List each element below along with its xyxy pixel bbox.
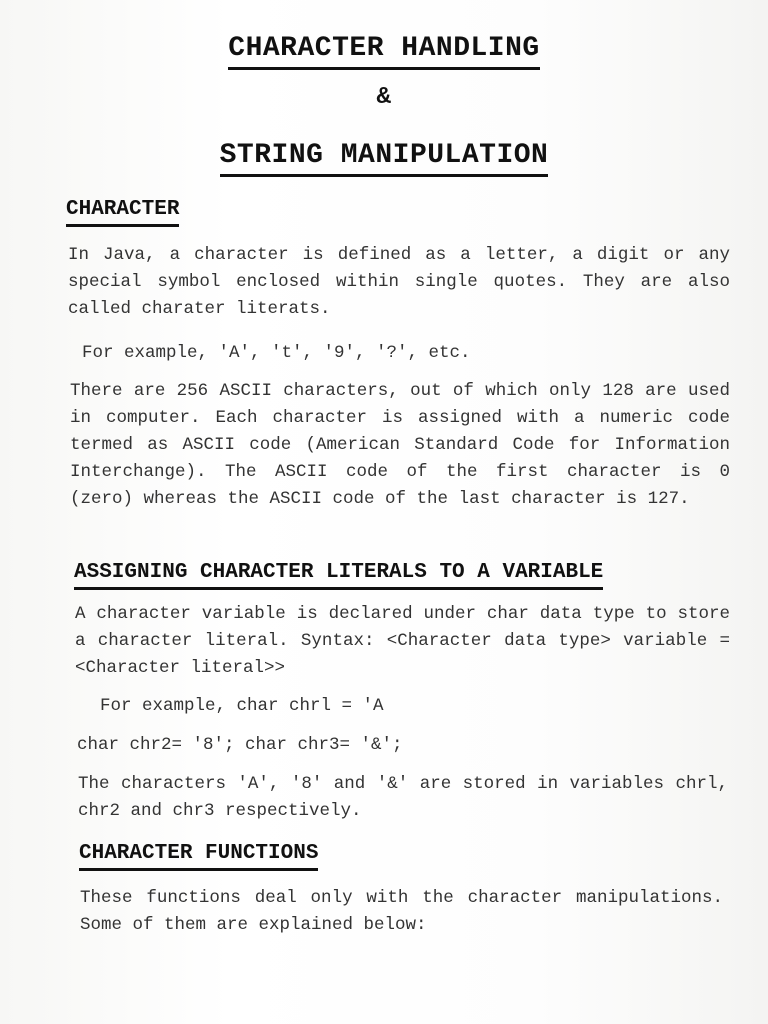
title-character-handling: CHARACTER HANDLING xyxy=(228,35,539,70)
character-example: For example, 'A', 't', '9', '?', etc. xyxy=(82,343,471,363)
title-string-manipulation: STRING MANIPULATION xyxy=(220,142,549,177)
heading-character-functions: CHARACTER FUNCTIONS xyxy=(79,843,318,871)
assigning-example-1: For example, char chrl = 'A xyxy=(100,696,384,716)
heading-assigning: ASSIGNING CHARACTER LITERALS TO A VARIABLE xyxy=(74,562,603,590)
functions-para-1: These functions deal only with the character manipulations. Some of them are explained below: xyxy=(80,888,723,935)
title-line-2 xyxy=(0,142,768,177)
title-line-1 xyxy=(0,35,768,70)
character-para-2: There are 256 ASCII characters, out of which only 128 are used in computer. Each character is assigned with a numeric code termed as ASCII code (American Standard Code for Information Interchange). The ASCII code of the first character is 0 (zero) whereas the ASCII code of the last character is 127. xyxy=(70,381,730,509)
heading-character: CHARACTER xyxy=(66,199,179,227)
character-para-1: In Java, a character is defined as a letter, a digit or any special symbol enclosed within single quotes. They are also called charater literats. xyxy=(68,245,730,319)
title-ampersand: & xyxy=(376,84,392,111)
assigning-example-2: char chr2= '8'; char chr3= '&'; xyxy=(77,735,403,755)
assigning-para-2: The characters 'A', '8' and '&' are stored in variables chrl, chr2 and chr3 respectively. xyxy=(78,774,728,821)
assigning-para-1: A character variable is declared under char data type to store a character literal. Syntax: <Character data type> variable = <Character literal>> xyxy=(75,604,730,678)
